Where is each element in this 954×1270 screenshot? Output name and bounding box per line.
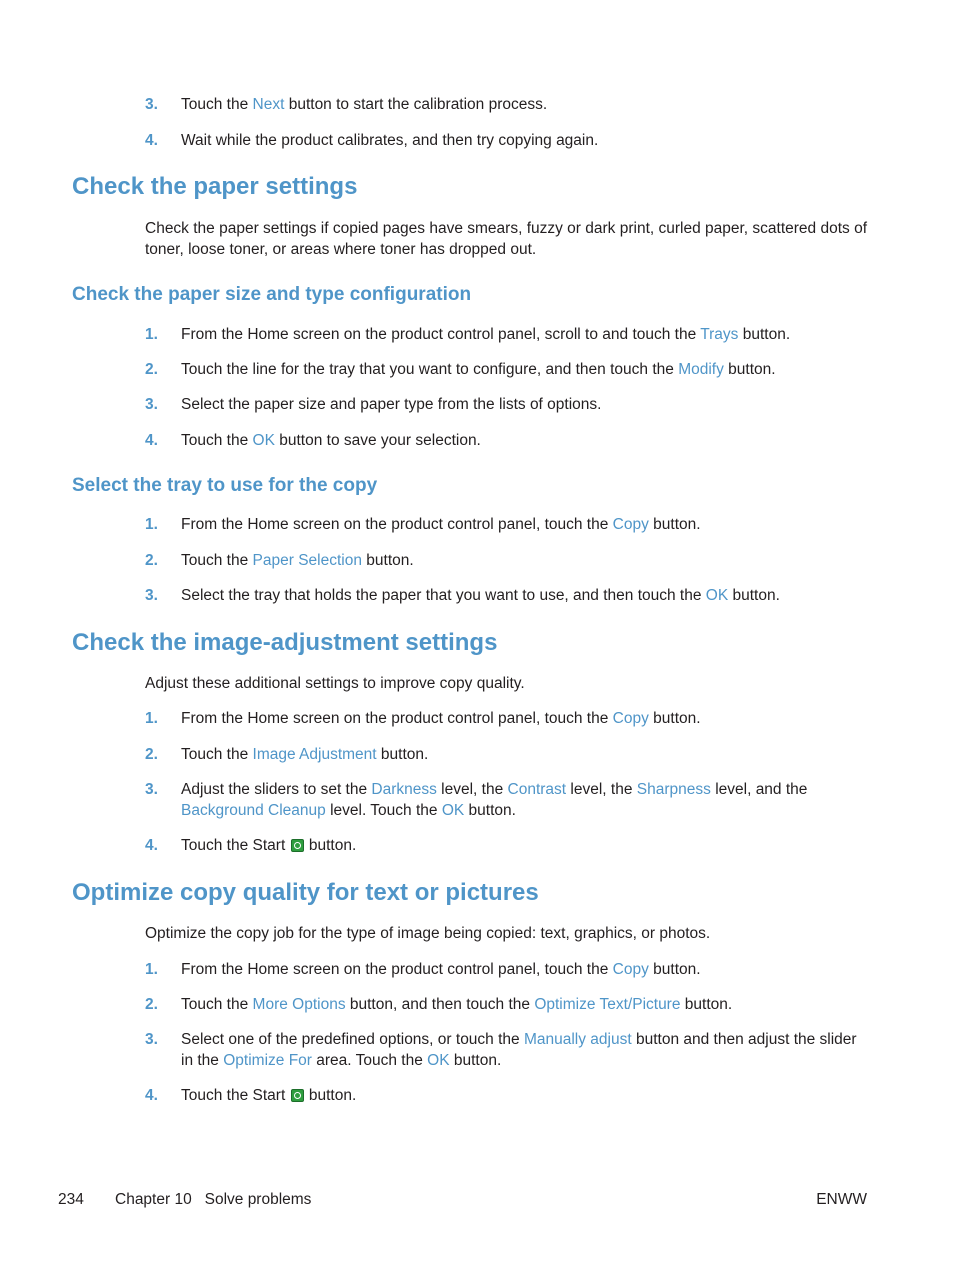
ui-term-optimize-for: Optimize For bbox=[223, 1052, 312, 1069]
step-text: Select one of the predefined options, or touch the Manually adjust button and then adjust the slider in the Optimize For area. Touch the OK button. bbox=[181, 1031, 857, 1069]
step-number: 2. bbox=[145, 361, 158, 378]
step-number: 1. bbox=[145, 516, 158, 533]
ui-term-copy: Copy bbox=[612, 710, 649, 727]
ui-term-background-cleanup: Background Cleanup bbox=[181, 802, 326, 819]
step-number: 1. bbox=[145, 961, 158, 978]
optimize-intro: Optimize the copy job for the type of image being copied: text, graphics, or photos. bbox=[145, 925, 711, 942]
ui-term-ok: OK bbox=[705, 587, 729, 604]
step-text: From the Home screen on the product control panel, touch the Copy button. bbox=[181, 516, 701, 533]
step-number: 2. bbox=[145, 552, 158, 569]
step-number: 2. bbox=[145, 996, 158, 1013]
step-number: 3. bbox=[145, 781, 158, 798]
ui-term-paper-selection: Paper Selection bbox=[252, 552, 362, 569]
heading-check-paper-settings: Check the paper settings bbox=[72, 173, 358, 200]
image-adjustment-intro: Adjust these additional settings to improve copy quality. bbox=[145, 675, 525, 692]
ui-term-ok: OK bbox=[441, 802, 465, 819]
ui-term-more-options: More Options bbox=[252, 996, 346, 1013]
step-number: 1. bbox=[145, 710, 158, 727]
step-text: Select the paper size and paper type from the lists of options. bbox=[181, 396, 602, 413]
step-number: 3. bbox=[145, 396, 158, 413]
step-text: From the Home screen on the product control panel, scroll to and touch the Trays button. bbox=[181, 326, 791, 343]
step-text: From the Home screen on the product control panel, touch the Copy button. bbox=[181, 961, 701, 978]
ui-term-darkness: Darkness bbox=[371, 781, 437, 798]
ui-term-next: Next bbox=[252, 96, 285, 113]
step-number: 4. bbox=[145, 837, 158, 854]
heading-image-adjustment: Check the image-adjustment settings bbox=[72, 629, 498, 656]
ui-term-modify: Modify bbox=[678, 361, 724, 378]
step-text: Touch the Start button. bbox=[181, 1087, 357, 1104]
step-text: Touch the Next button to start the calibration process. bbox=[181, 96, 548, 113]
step-number: 3. bbox=[145, 96, 158, 113]
step-number: 4. bbox=[145, 1087, 158, 1104]
footer-right-label: ENWW bbox=[816, 1191, 867, 1208]
step-number: 4. bbox=[145, 132, 158, 149]
ui-term-copy: Copy bbox=[612, 516, 649, 533]
footer-chapter: Chapter 10 Solve problems bbox=[115, 1191, 312, 1208]
step-text: Wait while the product calibrates, and then try copying again. bbox=[181, 132, 599, 149]
step-number: 3. bbox=[145, 587, 158, 604]
ui-term-manually-adjust: Manually adjust bbox=[523, 1031, 632, 1048]
ui-term-copy: Copy bbox=[612, 961, 649, 978]
heading-select-tray: Select the tray to use for the copy bbox=[72, 475, 378, 496]
step-text: From the Home screen on the product control panel, touch the Copy button. bbox=[181, 710, 701, 727]
step-text: Touch the Paper Selection button. bbox=[181, 552, 414, 569]
step-text: Select the tray that holds the paper that you want to use, and then touch the OK button. bbox=[181, 587, 780, 604]
step-text: Touch the More Options button, and then touch the Optimize Text/Picture button. bbox=[181, 996, 733, 1013]
start-button-icon bbox=[291, 1089, 304, 1102]
step-text: Touch the Start button. bbox=[181, 837, 357, 854]
ui-term-ok: OK bbox=[252, 432, 275, 449]
heading-paper-size-type: Check the paper size and type configuration bbox=[72, 284, 472, 305]
step-text: Touch the line for the tray that you want to configure, and then touch the Modify button. bbox=[181, 361, 776, 378]
step-number: 2. bbox=[145, 746, 158, 763]
ui-term-ok: OK bbox=[427, 1052, 450, 1069]
step-text: Touch the Image Adjustment button. bbox=[181, 746, 429, 763]
step-number: 4. bbox=[145, 432, 158, 449]
step-number: 1. bbox=[145, 326, 158, 343]
ui-term-optimize-text-picture: Optimize Text/Picture bbox=[534, 996, 681, 1013]
step-number: 3. bbox=[145, 1031, 158, 1048]
ui-term-contrast: Contrast bbox=[507, 781, 567, 798]
ui-term-image-adjustment: Image Adjustment bbox=[252, 746, 377, 763]
ui-term-sharpness: Sharpness bbox=[636, 781, 711, 798]
step-text: Touch the OK button to save your selection. bbox=[181, 432, 481, 449]
start-button-icon bbox=[291, 839, 304, 852]
ui-term-trays: Trays bbox=[700, 326, 739, 343]
heading-optimize-copy-quality: Optimize copy quality for text or pictures bbox=[72, 879, 539, 906]
page-number: 234 bbox=[58, 1191, 84, 1208]
step-text: Adjust the sliders to set the Darkness level, the Contrast level, the Sharpness level, and the Background Cleanup level. Touch the OK button. bbox=[181, 781, 808, 819]
paper-settings-intro: Check the paper settings if copied pages have smears, fuzzy or dark print, curled paper, scattered dots of toner, loose toner, or areas where toner has dropped out. bbox=[145, 220, 867, 258]
